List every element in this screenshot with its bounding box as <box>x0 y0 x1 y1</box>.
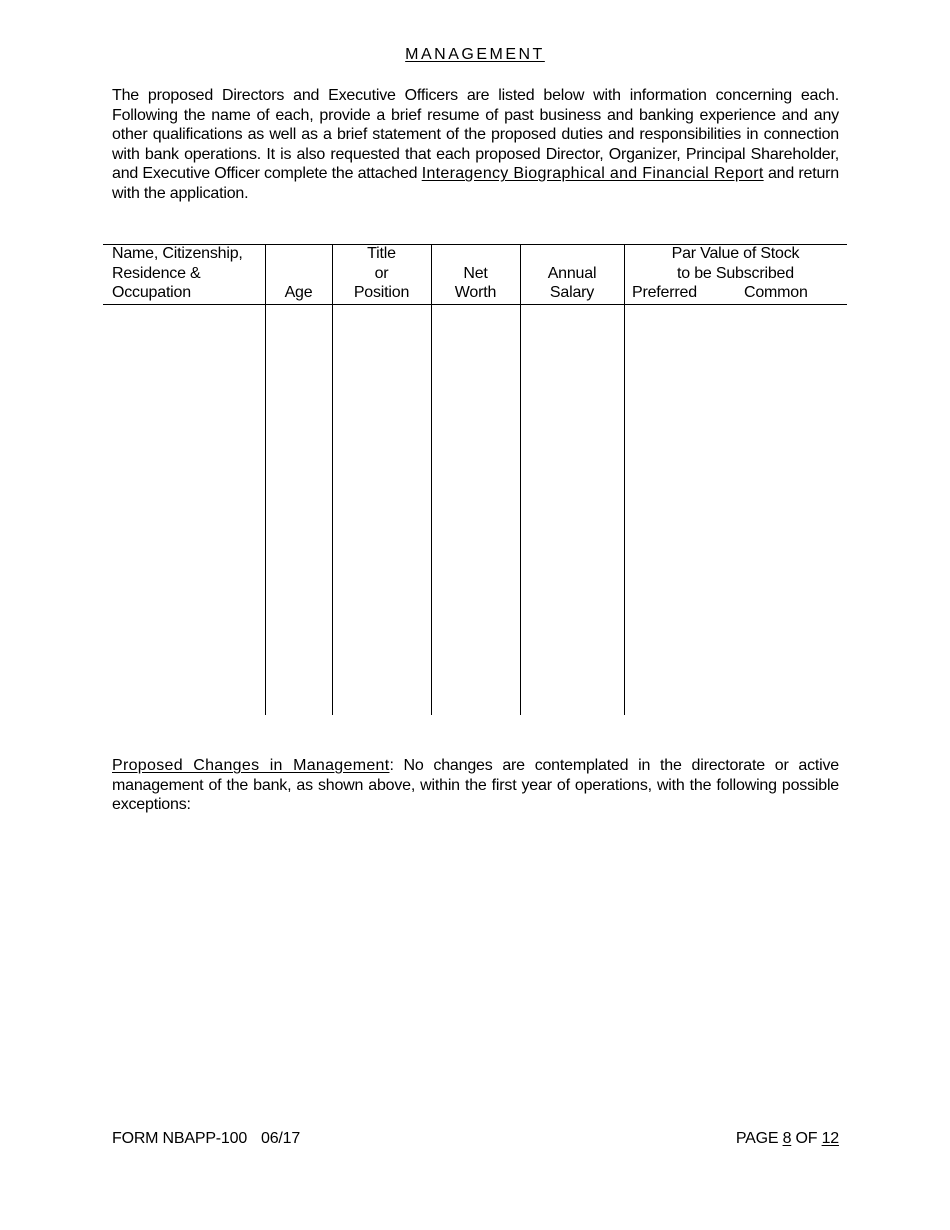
form-id: FORM NBAPP-100 <box>112 1130 248 1147</box>
header-net-worth: Net Worth <box>454 264 497 302</box>
page-total: 12 <box>821 1130 839 1147</box>
proposed-changes-paragraph <box>112 756 839 815</box>
management-table <box>103 244 847 715</box>
proposed-changes-text: : No changes are contemplated in the directorate or active management of the bank, as shown above, within the first year of operations, with the following possible exceptions: <box>112 757 839 814</box>
page-number: 8 <box>782 1130 792 1147</box>
column-divider <box>520 244 521 715</box>
intro-paragraph <box>112 86 839 204</box>
header-annual-salary: Annual Salary <box>547 264 597 302</box>
biographical-report-link[interactable]: Interagency Biographical and Financial Report <box>421 165 764 183</box>
page-prefix: PAGE <box>735 1130 779 1147</box>
header-common: Common <box>744 284 808 301</box>
form-date: 06/17 <box>261 1130 301 1147</box>
page-of: OF <box>795 1130 818 1147</box>
proposed-changes-label: Proposed Changes in Management <box>112 757 390 774</box>
intro-text: The proposed Directors and Executive Officers are listed below with information concerning each. Following the name of each, provide a brief resume of past business and banking experience and any other qualifications as well as a brief statement of the proposed duties and responsibilities in connection with bank operations. It is also requested that each proposed Director, Organizer, Principal Shareholder, and Executive Officer complete the attached <box>112 87 839 183</box>
footer-page-number <box>736 1130 839 1148</box>
table-header-rule <box>103 304 847 305</box>
header-age: Age <box>284 284 313 301</box>
page-heading <box>0 46 950 64</box>
column-divider <box>624 244 625 715</box>
intro-text-end: and return with the application. <box>112 165 839 202</box>
column-divider <box>431 244 432 715</box>
column-divider <box>332 244 333 715</box>
heading-text: MANAGEMENT <box>405 46 545 63</box>
header-par-value: Par Value of Stock to be Subscribed Preferred Common <box>632 245 808 301</box>
header-preferred: Preferred <box>632 284 697 301</box>
footer-form-id <box>112 1130 300 1148</box>
column-divider <box>265 244 266 715</box>
header-name: Name, Citizenship, Residence & Occupation <box>112 245 243 302</box>
header-title: Title or Position <box>353 245 410 302</box>
